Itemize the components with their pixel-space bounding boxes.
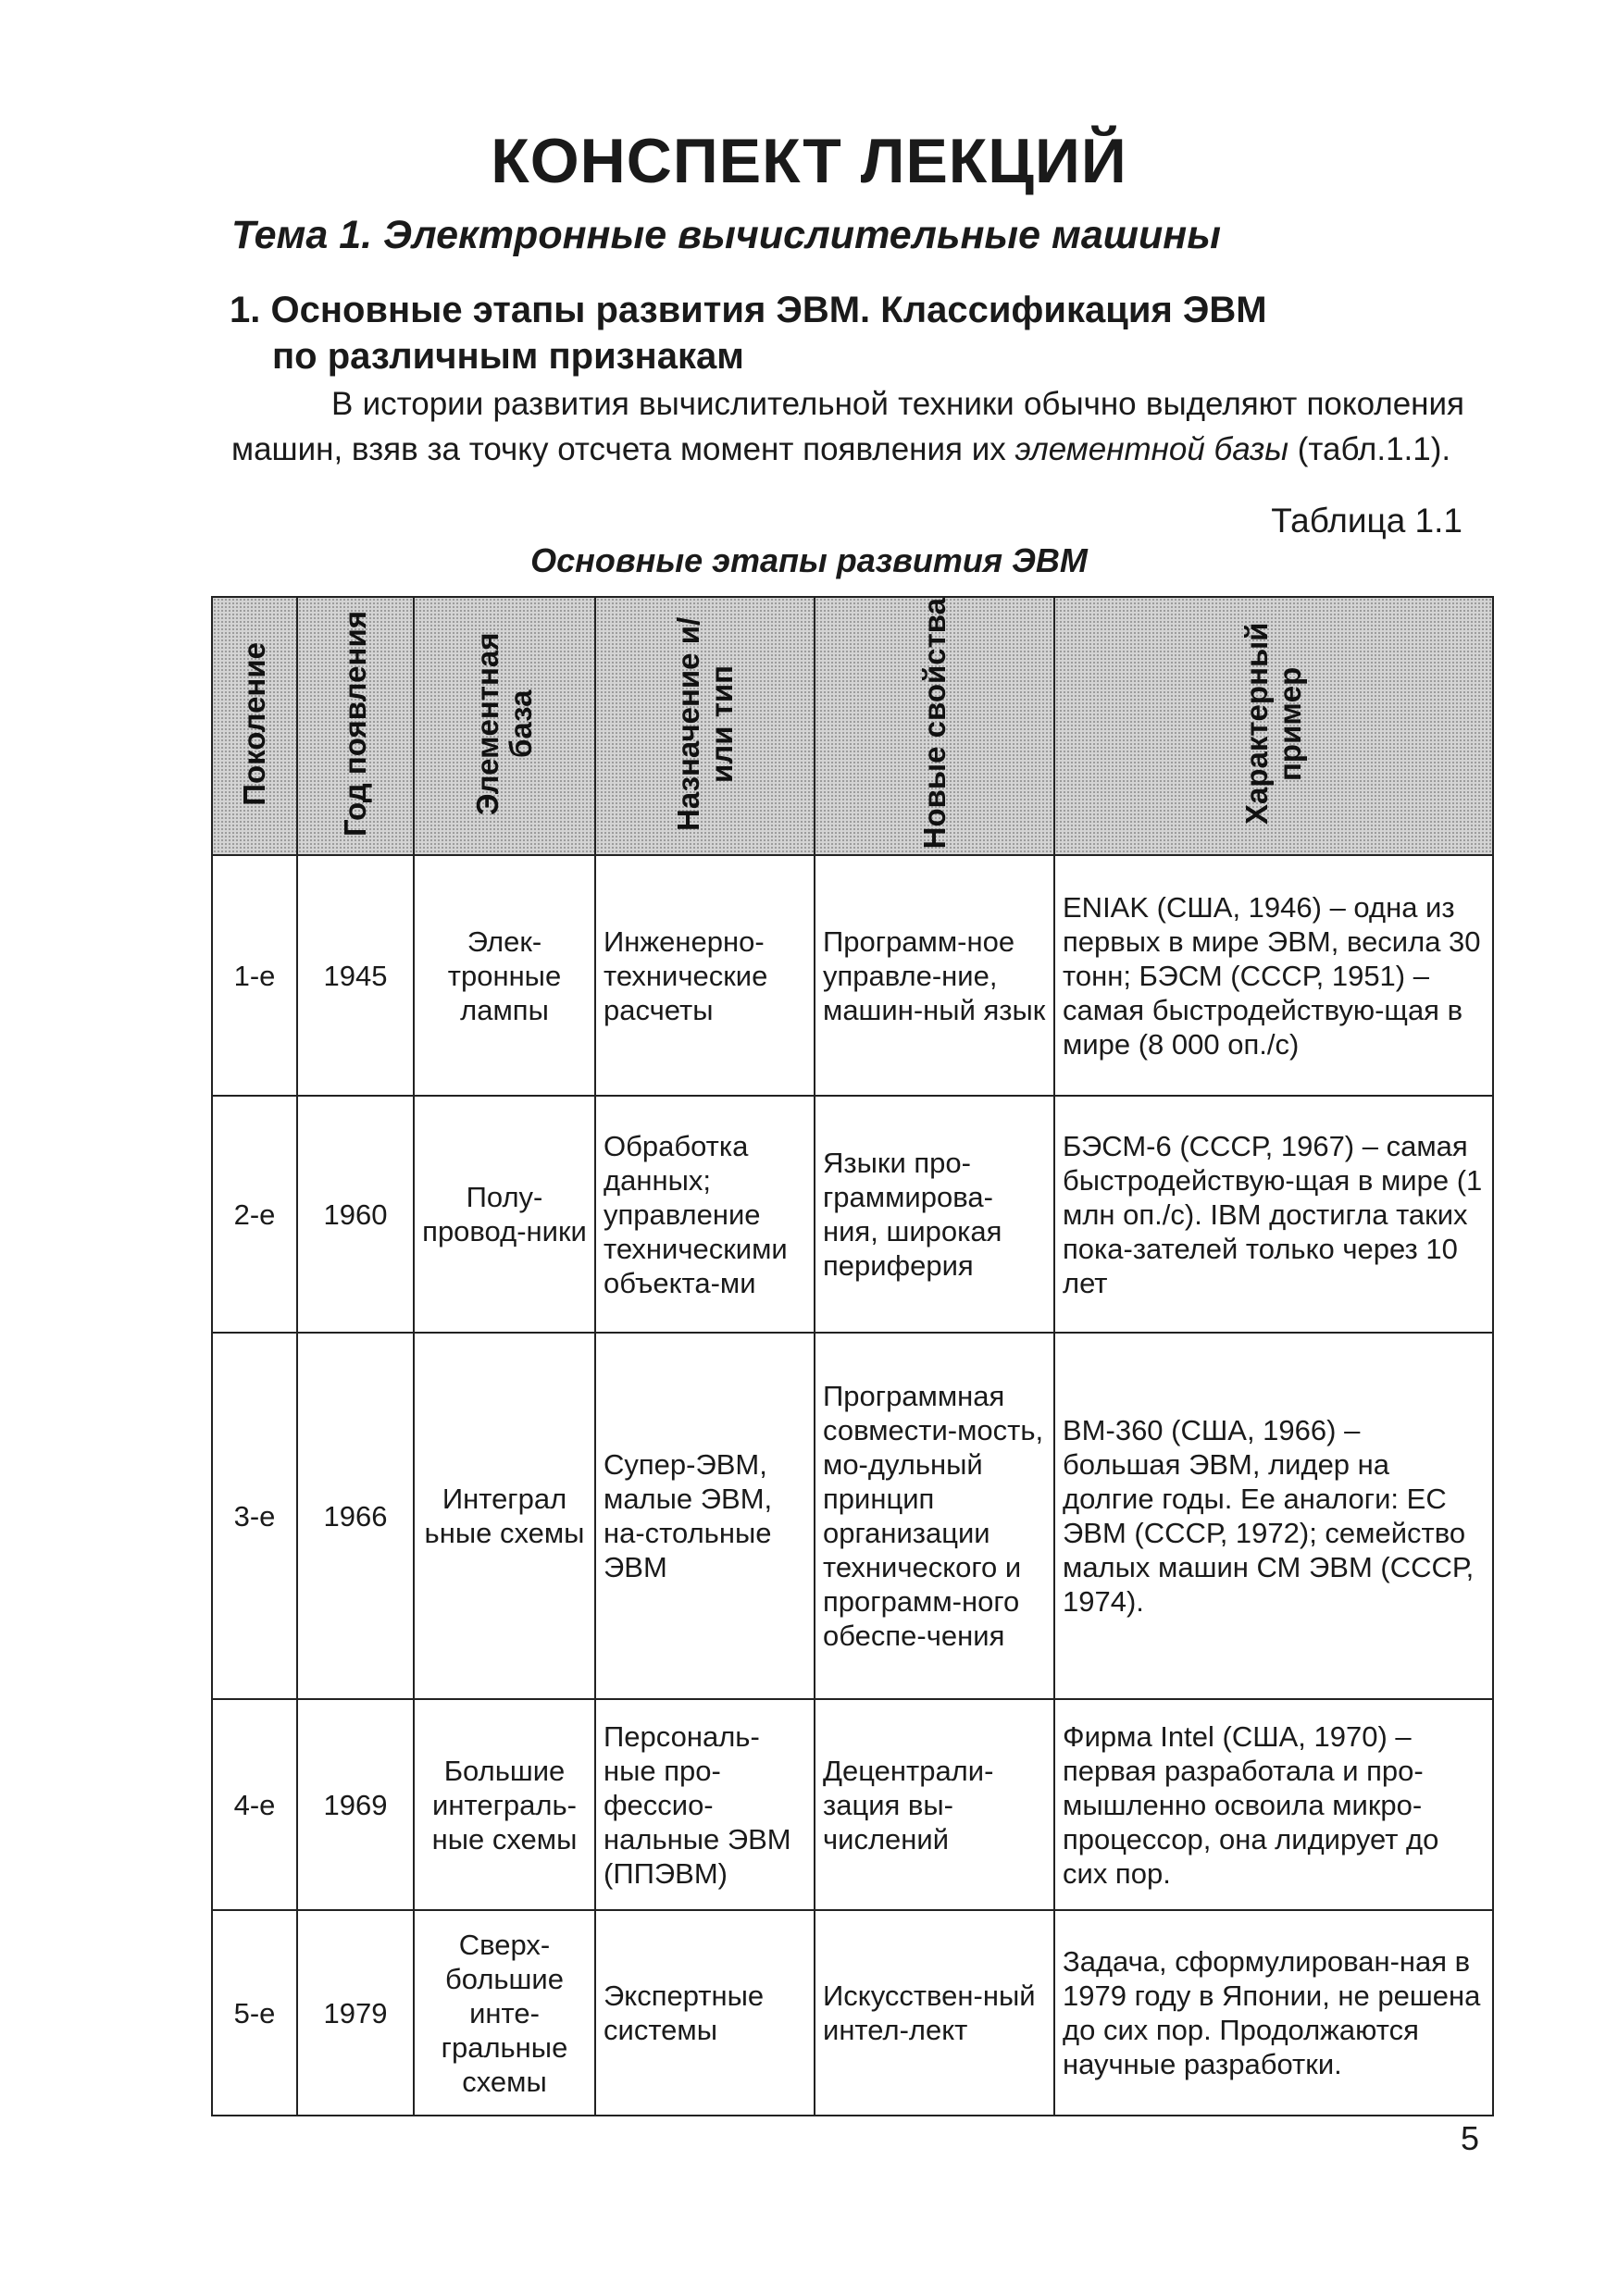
header-purpose: Назначение и/или тип (670, 616, 739, 831)
header-generation: Поколение (237, 641, 271, 806)
header-cell-purpose (595, 597, 815, 855)
cell-base: Интеграл ьные схемы (414, 1333, 595, 1699)
page-number: 5 (1460, 2119, 1479, 2157)
cell-features: Децентрали-зация вы-числений (815, 1699, 1054, 1910)
header-example: Характерный пример (1239, 622, 1307, 825)
cell-generation: 1-е (212, 855, 297, 1096)
cell-features: Искусствен-ный интел-лект (815, 1910, 1054, 2116)
table-row (212, 855, 1493, 1096)
header-cell-generation (212, 597, 297, 855)
cell-generation: 4-е (212, 1699, 297, 1910)
cell-example: БЭСМ-6 (СССР, 1967) – самая быстродействую-щая в мире (1 млн оп./с). IBM достигла таких пока-зателей только через 10 лет (1054, 1096, 1493, 1333)
cell-year: 1979 (297, 1910, 414, 2116)
cell-purpose: Экспертные системы (595, 1910, 815, 2116)
cell-purpose: Обработка данных; управление техническими объекта-ми (595, 1096, 815, 1333)
cell-example: ВМ-360 (США, 1966) – большая ЭВМ, лидер на долгие годы. Ее аналоги: ЕС ЭВМ (СССР, 1972); семейство малых машин СМ ЭВМ (СССР, 1974). (1054, 1333, 1493, 1699)
section-heading-line1: 1. Основные этапы развития ЭВМ. Классификация ЭВМ (230, 290, 1267, 330)
header-year: Год появления (338, 610, 372, 838)
cell-example: Фирма Intel (США, 1970) – первая разработала и про-мышленно освоила микро-процессор, она лидирует до сих пор. (1054, 1699, 1493, 1910)
header-features: Новые свойства (916, 598, 952, 850)
page-title: КОНСПЕКТ ЛЕКЦИЙ (491, 126, 1127, 196)
cell-base: Сверх-большие инте-гральные схемы (414, 1910, 595, 2116)
intro-emphasis: элементной базы (1014, 431, 1288, 467)
generations-table (211, 596, 1494, 2116)
cell-features: Программ-ное управле-ние, машин-ный язык (815, 855, 1054, 1096)
header-cell-example (1054, 597, 1493, 855)
cell-base: Элек-тронные лампы (414, 855, 595, 1096)
table-row (212, 1699, 1493, 1910)
cell-year: 1969 (297, 1699, 414, 1910)
cell-example: ENIAK (США, 1946) – одна из первых в мире ЭВМ, весила 30 тонн; БЭСМ (СССР, 1951) – самая быстродействую-щая в мире (8 000 оп./с) (1054, 855, 1493, 1096)
cell-base: Полу-провод-ники (414, 1096, 595, 1333)
cell-purpose: Инженерно-технические расчеты (595, 855, 815, 1096)
cell-year: 1960 (297, 1096, 414, 1333)
intro-text: В истории развития вычислительной техники обычно выделяют поколения машин, взяв за точку отсчета момент появления их (231, 386, 1464, 467)
cell-purpose: Персональ-ные про-фессио-нальные ЭВМ (ППЭВМ) (595, 1699, 815, 1910)
table-number: Таблица 1.1 (1271, 502, 1462, 540)
table-row (212, 1096, 1493, 1333)
cell-generation: 5-е (212, 1910, 297, 2116)
table-row (212, 1333, 1493, 1699)
section-heading-line2: по различным признакам (272, 336, 744, 377)
cell-features: Программная совмести-мость, мо-дульный принцип организации технического и программ-ного обеспе-чения (815, 1333, 1054, 1699)
section-heading (230, 287, 1267, 379)
intro-suffix: (табл.1.1). (1288, 431, 1451, 467)
cell-generation: 3-е (212, 1333, 297, 1699)
table-caption: Основные этапы развития ЭВМ (530, 541, 1088, 579)
header-base: Элементная база (470, 632, 538, 815)
table-row (212, 1910, 1493, 2116)
header-cell-base (414, 597, 595, 855)
cell-features: Языки про-граммирова-ния, широкая периферия (815, 1096, 1054, 1333)
cell-generation: 2-е (212, 1096, 297, 1333)
cell-base: Большие интеграль-ные схемы (414, 1699, 595, 1910)
cell-year: 1966 (297, 1333, 414, 1699)
cell-example: Задача, сформулирован-ная в 1979 году в Японии, не решена до сих пор. Продолжаются научные разработки. (1054, 1910, 1493, 2116)
topic-heading: Тема 1. Электронные вычислительные машины (231, 213, 1221, 257)
header-cell-features (815, 597, 1054, 855)
intro-paragraph (231, 381, 1464, 472)
cell-year: 1945 (297, 855, 414, 1096)
cell-purpose: Супер-ЭВМ, малые ЭВМ, на-стольные ЭВМ (595, 1333, 815, 1699)
table-header-row (212, 597, 1493, 855)
header-cell-year (297, 597, 414, 855)
